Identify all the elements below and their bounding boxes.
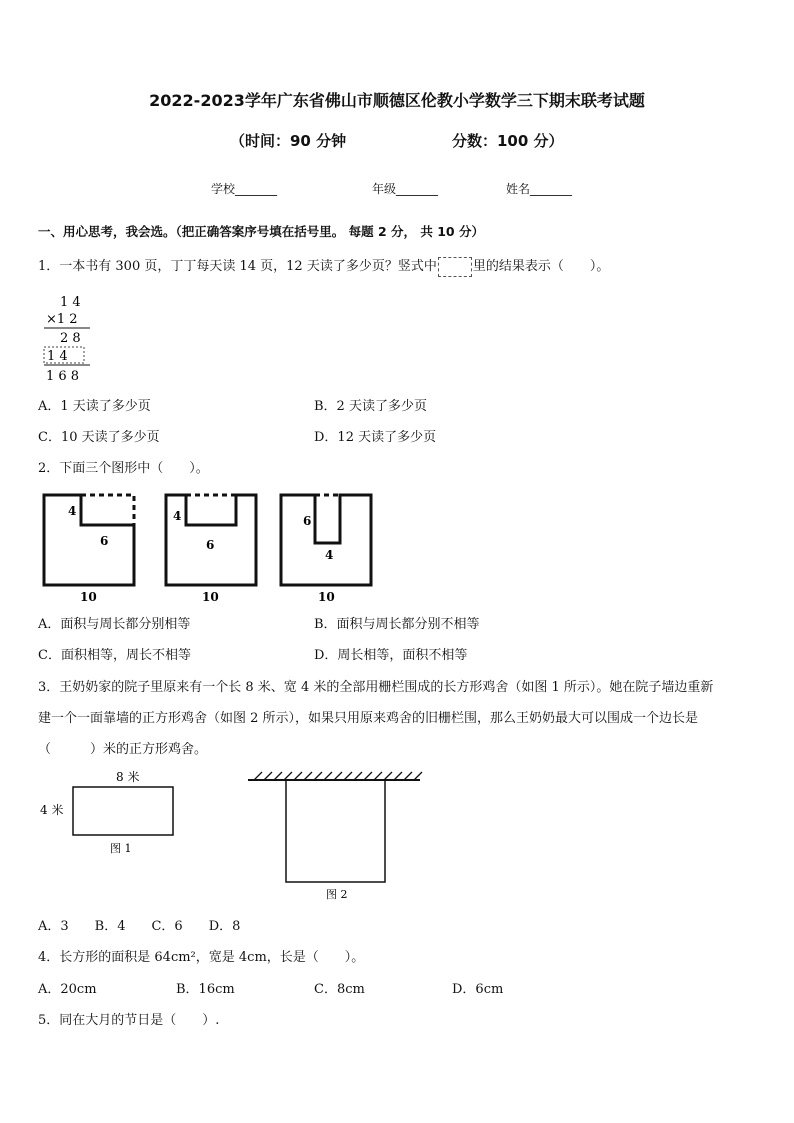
- fig-width-label: 4 米: [40, 803, 64, 817]
- vertical-multiplication: [40, 290, 100, 385]
- q4-option-c[interactable]: C．8cm: [314, 982, 365, 997]
- fig3-label-4: 4: [325, 548, 334, 562]
- calc-row-2: ×1 2: [46, 312, 78, 327]
- q1-option-c[interactable]: C．10 天读了多少页: [38, 430, 160, 445]
- question-1: [38, 255, 609, 277]
- calc-row-5: 1 6 8: [46, 369, 80, 384]
- wall-hatch: [254, 772, 422, 780]
- q3-figures: [36, 766, 436, 906]
- q1-option-a[interactable]: A．1 天读了多少页: [38, 399, 151, 414]
- fig3-label-10: 10: [318, 590, 335, 604]
- q4-option-a[interactable]: A．20cm: [38, 982, 97, 997]
- fig2-label-6: 6: [206, 538, 215, 552]
- fig1-label-6: 6: [100, 534, 109, 548]
- q1-option-b[interactable]: B．2 天读了多少页: [314, 399, 427, 414]
- q2-option-b[interactable]: B．面积与周长都分别不相等: [314, 617, 480, 632]
- question-1-text-end: 里的结果表示（ ）。: [472, 259, 610, 274]
- q4-option-d[interactable]: D．6cm: [452, 982, 504, 997]
- q2-option-d[interactable]: D．周长相等，面积不相等: [314, 648, 468, 663]
- question-3-line-3: （ ）米的正方形鸡舍。: [38, 742, 208, 757]
- fig1-label-10: 10: [80, 590, 97, 604]
- calc-row-1: 1 4: [60, 295, 81, 310]
- question-1-text: 1．一本书有 300 页，丁丁每天读 14 页，12 天读了多少页？竖式中: [38, 259, 437, 274]
- calc-row-3: 2 8: [60, 331, 81, 346]
- q2-option-a[interactable]: A．面积与周长都分别相等: [38, 617, 191, 632]
- figure-coop-1: [40, 769, 173, 855]
- q4-option-b[interactable]: B．16cm: [176, 982, 235, 997]
- q1-option-d[interactable]: D．12 天读了多少页: [314, 430, 437, 445]
- question-4: 4．长方形的面积是 64cm²，宽是 4cm，长是（ ）。: [38, 950, 365, 965]
- exam-time: （时间：90 分钟: [230, 132, 347, 150]
- fig1-caption: 图 1: [110, 842, 132, 855]
- calc-row-4: 1 4: [47, 349, 68, 364]
- page-title: 2022-2023学年广东省佛山市顺德区伦教小学数学三下期末联考试题: [149, 91, 645, 110]
- q2-option-c[interactable]: C．面积相等，周长不相等: [38, 648, 191, 663]
- figure-3: [281, 495, 371, 604]
- question-3-line-1: 3．王奶奶家的院子里原来有一个长 8 米、宽 4 米的全部用栅栏围成的长方形鸡舍（如图 1 所示）。她在院子墙边重新: [38, 680, 714, 695]
- figure-1: [44, 495, 134, 604]
- fig2-caption: 图 2: [326, 888, 348, 901]
- question-2: 2．下面三个图形中（ ）。: [38, 461, 209, 476]
- q3-options[interactable]: A．3 B．4 C．6 D．8: [38, 919, 241, 934]
- fig2-label-10: 10: [202, 590, 219, 604]
- q2-figures: [36, 487, 386, 607]
- dashed-box-icon: [438, 257, 472, 277]
- name-field: 姓名_______: [506, 182, 573, 196]
- figure-coop-2: [248, 772, 422, 901]
- question-3-line-2: 建一个一面靠墙的正方形鸡舍（如图 2 所示），如果只用原来鸡舍的旧栅栏围，那么王奶奶最大可以围成一个边长是: [38, 711, 699, 726]
- question-5: 5．同在大月的节日是（ ）.: [38, 1013, 220, 1028]
- fig1-label-4: 4: [68, 504, 77, 518]
- grade-field: 年级_______: [372, 182, 439, 196]
- exam-score: 分数：100 分）: [452, 132, 564, 150]
- figure-2: [166, 495, 256, 604]
- fig2-label-4: 4: [173, 509, 182, 523]
- section-heading: 一、用心思考，我会选。（把正确答案序号填在括号里。 每题 2 分， 共 10 分）: [38, 224, 484, 239]
- fig3-label-6: 6: [303, 514, 312, 528]
- fig-length-label: 8 米: [116, 770, 140, 784]
- school-field: 学校_______: [211, 182, 278, 196]
